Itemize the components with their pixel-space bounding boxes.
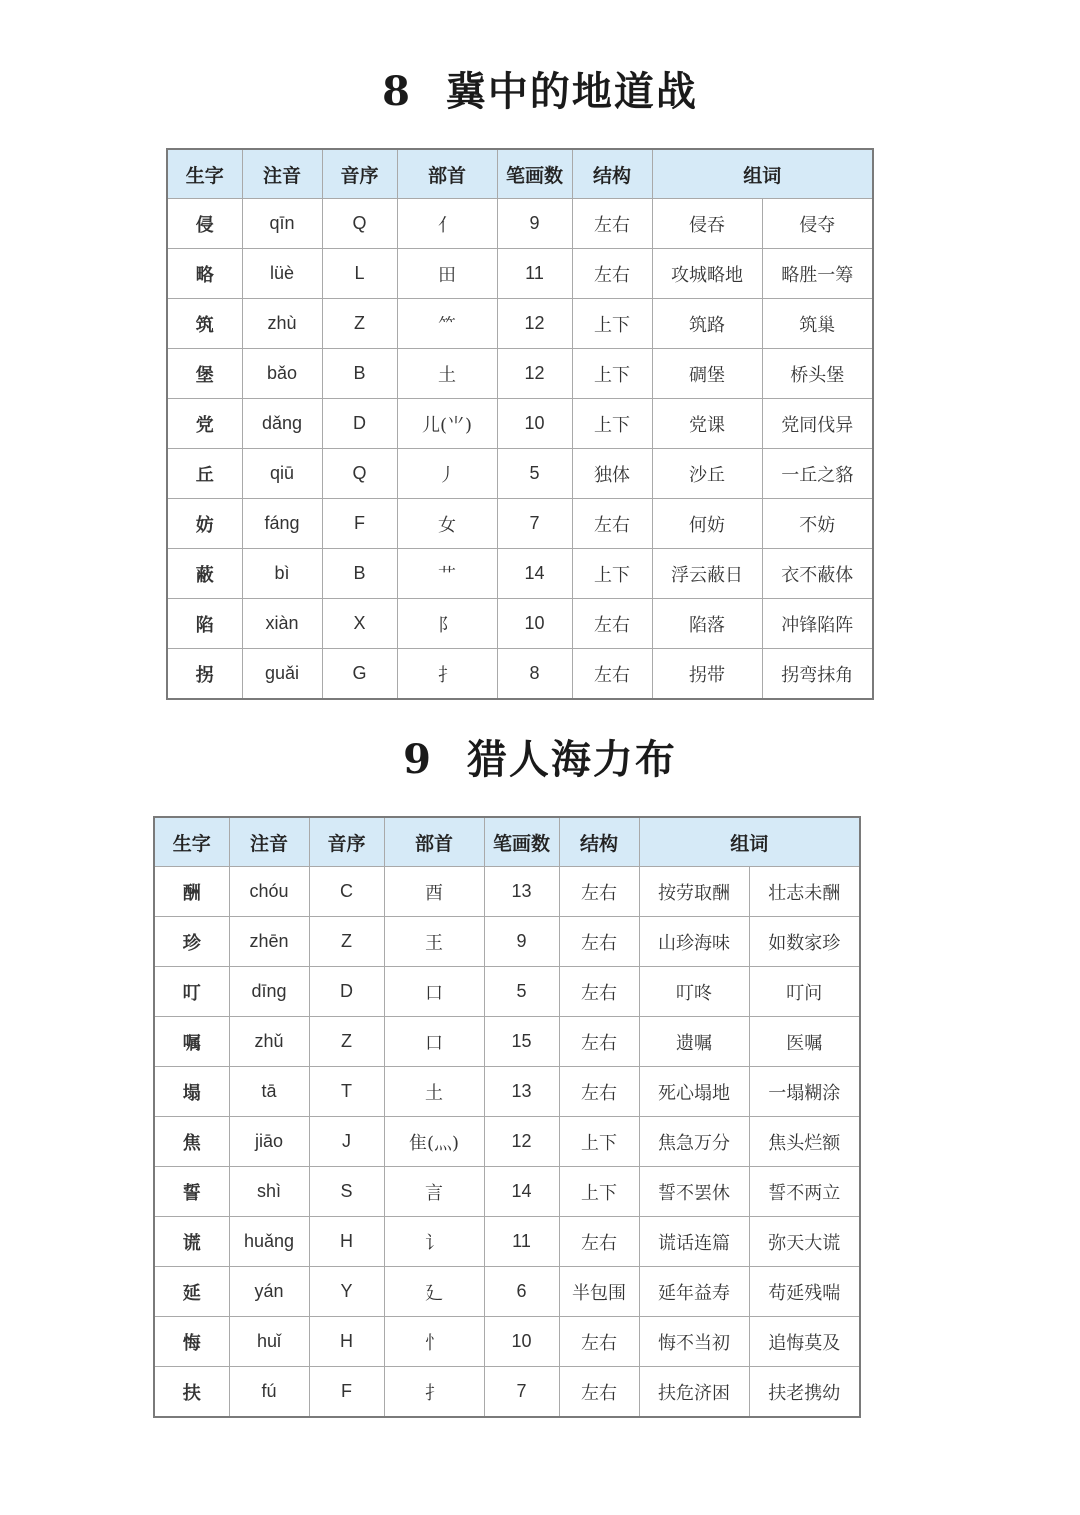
cell-character: 堡	[167, 349, 242, 399]
cell-pinyin: huǐ	[229, 1317, 309, 1367]
cell-structure: 左右	[572, 649, 652, 700]
cell-structure: 左右	[559, 1367, 639, 1418]
cell-character: 塌	[154, 1067, 229, 1117]
cell-strokes: 7	[484, 1367, 559, 1418]
cell-pinyin: yán	[229, 1267, 309, 1317]
header-pinyin: 注音	[242, 149, 322, 199]
cell-strokes: 10	[497, 599, 572, 649]
table-row	[154, 1017, 860, 1067]
cell-structure: 半包围	[559, 1267, 639, 1317]
cell-initial: Q	[322, 199, 397, 249]
vocab-table-lesson-8	[166, 148, 874, 700]
cell-structure: 左右	[559, 1067, 639, 1117]
cell-structure: 上下	[572, 349, 652, 399]
table-row	[154, 867, 860, 917]
cell-word: 党课	[652, 399, 762, 449]
cell-character: 筑	[167, 299, 242, 349]
cell-character: 蔽	[167, 549, 242, 599]
table-row	[167, 299, 873, 349]
lesson-name: 猎人海力布	[466, 736, 677, 783]
cell-pinyin: huǎng	[229, 1217, 309, 1267]
cell-radical: 言	[384, 1167, 484, 1217]
cell-character: 扶	[154, 1367, 229, 1418]
cell-pinyin: qīn	[242, 199, 322, 249]
cell-word: 悔不当初	[639, 1317, 749, 1367]
header-initial: 音序	[322, 149, 397, 199]
cell-structure: 上下	[572, 299, 652, 349]
cell-radical: 王	[384, 917, 484, 967]
cell-character: 嘱	[154, 1017, 229, 1067]
cell-word: 扶老携幼	[749, 1367, 860, 1418]
cell-character: 略	[167, 249, 242, 299]
cell-character: 悔	[154, 1317, 229, 1367]
cell-initial: H	[309, 1217, 384, 1267]
cell-strokes: 11	[497, 249, 572, 299]
cell-word: 侵夺	[762, 199, 873, 249]
table-row	[154, 1267, 860, 1317]
cell-word: 遗嘱	[639, 1017, 749, 1067]
cell-initial: S	[309, 1167, 384, 1217]
cell-character: 拐	[167, 649, 242, 700]
cell-structure: 上下	[572, 399, 652, 449]
cell-strokes: 6	[484, 1267, 559, 1317]
cell-pinyin: zhēn	[229, 917, 309, 967]
table-row	[154, 1217, 860, 1267]
cell-character: 叮	[154, 967, 229, 1017]
cell-pinyin: guǎi	[242, 649, 322, 700]
cell-radical: 口	[384, 1017, 484, 1067]
cell-initial: L	[322, 249, 397, 299]
cell-pinyin: xiàn	[242, 599, 322, 649]
cell-initial: F	[309, 1367, 384, 1418]
header-row	[167, 149, 873, 199]
cell-radical: 亻	[397, 199, 497, 249]
cell-word: 党同伐异	[762, 399, 873, 449]
cell-pinyin: zhù	[242, 299, 322, 349]
cell-word: 誓不两立	[749, 1167, 860, 1217]
cell-radical: 田	[397, 249, 497, 299]
cell-pinyin: fáng	[242, 499, 322, 549]
lesson-number: 8	[382, 68, 412, 115]
table-header	[167, 149, 873, 199]
table-row	[167, 249, 873, 299]
cell-structure: 左右	[572, 249, 652, 299]
cell-character: 焦	[154, 1117, 229, 1167]
cell-character: 党	[167, 399, 242, 449]
cell-word: 碉堡	[652, 349, 762, 399]
cell-radical: 土	[397, 349, 497, 399]
cell-word: 一塌糊涂	[749, 1067, 860, 1117]
cell-strokes: 14	[484, 1167, 559, 1217]
cell-radical: 土	[384, 1067, 484, 1117]
cell-word: 谎话连篇	[639, 1217, 749, 1267]
cell-strokes: 7	[497, 499, 572, 549]
cell-character: 酬	[154, 867, 229, 917]
cell-word: 侵吞	[652, 199, 762, 249]
cell-word: 追悔莫及	[749, 1317, 860, 1367]
cell-initial: X	[322, 599, 397, 649]
cell-pinyin: bǎo	[242, 349, 322, 399]
table-row	[167, 599, 873, 649]
cell-word: 医嘱	[749, 1017, 860, 1067]
cell-radical: 讠	[384, 1217, 484, 1267]
cell-word: 按劳取酬	[639, 867, 749, 917]
header-initial: 音序	[309, 817, 384, 867]
cell-radical: 隹(灬)	[384, 1117, 484, 1167]
cell-strokes: 13	[484, 867, 559, 917]
cell-initial: C	[309, 867, 384, 917]
cell-radical: 阝	[397, 599, 497, 649]
cell-initial: G	[322, 649, 397, 700]
header-radical: 部首	[384, 817, 484, 867]
cell-word: 陷落	[652, 599, 762, 649]
cell-initial: Q	[322, 449, 397, 499]
cell-structure: 左右	[559, 867, 639, 917]
cell-pinyin: jiāo	[229, 1117, 309, 1167]
header-radical: 部首	[397, 149, 497, 199]
cell-word: 誓不罢休	[639, 1167, 749, 1217]
cell-pinyin: qiū	[242, 449, 322, 499]
cell-radical: 扌	[397, 649, 497, 700]
header-words: 组词	[639, 817, 860, 867]
cell-word: 略胜一筹	[762, 249, 873, 299]
cell-word: 如数家珍	[749, 917, 860, 967]
cell-strokes: 10	[497, 399, 572, 449]
cell-initial: B	[322, 349, 397, 399]
cell-structure: 上下	[572, 549, 652, 599]
table-row	[167, 199, 873, 249]
table-row	[154, 1067, 860, 1117]
cell-character: 丘	[167, 449, 242, 499]
vocab-table-lesson-9	[153, 816, 861, 1418]
cell-structure: 左右	[572, 499, 652, 549]
table-row	[167, 399, 873, 449]
cell-radical: 艹	[397, 549, 497, 599]
cell-word: 拐弯抹角	[762, 649, 873, 700]
cell-word: 筑路	[652, 299, 762, 349]
cell-strokes: 12	[497, 299, 572, 349]
cell-initial: H	[309, 1317, 384, 1367]
cell-word: 沙丘	[652, 449, 762, 499]
cell-strokes: 15	[484, 1017, 559, 1067]
cell-radical: 忄	[384, 1317, 484, 1367]
cell-structure: 左右	[559, 1317, 639, 1367]
header-words: 组词	[652, 149, 873, 199]
cell-pinyin: dǎng	[242, 399, 322, 449]
cell-pinyin: zhǔ	[229, 1017, 309, 1067]
header-character: 生字	[154, 817, 229, 867]
cell-word: 苟延残喘	[749, 1267, 860, 1317]
table-row	[154, 1117, 860, 1167]
cell-structure: 上下	[559, 1167, 639, 1217]
table-row	[167, 449, 873, 499]
cell-radical: 丿	[397, 449, 497, 499]
lesson-title	[0, 728, 1080, 785]
cell-pinyin: chóu	[229, 867, 309, 917]
cell-radical: 儿(⺌)	[397, 399, 497, 449]
cell-word: 死心塌地	[639, 1067, 749, 1117]
cell-strokes: 9	[497, 199, 572, 249]
cell-strokes: 13	[484, 1067, 559, 1117]
cell-pinyin: bì	[242, 549, 322, 599]
cell-word: 弥天大谎	[749, 1217, 860, 1267]
cell-character: 侵	[167, 199, 242, 249]
cell-strokes: 9	[484, 917, 559, 967]
cell-initial: Z	[309, 917, 384, 967]
cell-structure: 左右	[572, 199, 652, 249]
cell-word: 拐带	[652, 649, 762, 700]
cell-word: 何妨	[652, 499, 762, 549]
cell-character: 誓	[154, 1167, 229, 1217]
cell-radical: 酉	[384, 867, 484, 917]
cell-initial: D	[309, 967, 384, 1017]
cell-word: 山珍海味	[639, 917, 749, 967]
cell-strokes: 8	[497, 649, 572, 700]
cell-structure: 左右	[559, 967, 639, 1017]
cell-structure: 左右	[572, 599, 652, 649]
cell-word: 筑巢	[762, 299, 873, 349]
header-strokes: 笔画数	[484, 817, 559, 867]
cell-structure: 左右	[559, 1217, 639, 1267]
table-row	[154, 1167, 860, 1217]
cell-radical: 扌	[384, 1367, 484, 1418]
lesson-name: 冀中的地道战	[445, 68, 698, 115]
table-row	[167, 549, 873, 599]
header-structure: 结构	[572, 149, 652, 199]
header-strokes: 笔画数	[497, 149, 572, 199]
cell-word: 叮咚	[639, 967, 749, 1017]
table-row	[154, 1317, 860, 1367]
cell-pinyin: dīng	[229, 967, 309, 1017]
cell-character: 谎	[154, 1217, 229, 1267]
cell-strokes: 5	[497, 449, 572, 499]
cell-word: 焦急万分	[639, 1117, 749, 1167]
cell-initial: D	[322, 399, 397, 449]
cell-word: 焦头烂额	[749, 1117, 860, 1167]
cell-radical: ⺮	[397, 299, 497, 349]
cell-strokes: 10	[484, 1317, 559, 1367]
table-header	[154, 817, 860, 867]
table-row	[154, 967, 860, 1017]
header-row	[154, 817, 860, 867]
cell-structure: 独体	[572, 449, 652, 499]
cell-structure: 上下	[559, 1117, 639, 1167]
header-pinyin: 注音	[229, 817, 309, 867]
cell-character: 陷	[167, 599, 242, 649]
cell-character: 珍	[154, 917, 229, 967]
cell-strokes: 12	[497, 349, 572, 399]
cell-radical: 廴	[384, 1267, 484, 1317]
table-row	[154, 917, 860, 967]
cell-word: 冲锋陷阵	[762, 599, 873, 649]
cell-word: 衣不蔽体	[762, 549, 873, 599]
cell-word: 不妨	[762, 499, 873, 549]
cell-initial: Z	[309, 1017, 384, 1067]
cell-structure: 左右	[559, 1017, 639, 1067]
cell-word: 延年益寿	[639, 1267, 749, 1317]
cell-character: 妨	[167, 499, 242, 549]
cell-strokes: 11	[484, 1217, 559, 1267]
cell-initial: T	[309, 1067, 384, 1117]
cell-pinyin: lüè	[242, 249, 322, 299]
cell-initial: J	[309, 1117, 384, 1167]
cell-radical: 女	[397, 499, 497, 549]
cell-strokes: 12	[484, 1117, 559, 1167]
cell-initial: B	[322, 549, 397, 599]
cell-initial: Y	[309, 1267, 384, 1317]
lesson-title	[0, 60, 1080, 117]
cell-structure: 左右	[559, 917, 639, 967]
table-body	[154, 867, 860, 1418]
header-structure: 结构	[559, 817, 639, 867]
cell-character: 延	[154, 1267, 229, 1317]
cell-word: 一丘之貉	[762, 449, 873, 499]
table-row	[167, 499, 873, 549]
table-row	[167, 649, 873, 700]
table-body	[167, 199, 873, 700]
cell-word: 浮云蔽日	[652, 549, 762, 599]
cell-initial: F	[322, 499, 397, 549]
cell-word: 扶危济困	[639, 1367, 749, 1418]
cell-pinyin: shì	[229, 1167, 309, 1217]
lesson-number: 9	[403, 736, 433, 783]
cell-radical: 口	[384, 967, 484, 1017]
cell-word: 攻城略地	[652, 249, 762, 299]
table-row	[154, 1367, 860, 1418]
header-character: 生字	[167, 149, 242, 199]
cell-initial: Z	[322, 299, 397, 349]
cell-word: 壮志未酬	[749, 867, 860, 917]
cell-strokes: 5	[484, 967, 559, 1017]
cell-word: 叮问	[749, 967, 860, 1017]
table-row	[167, 349, 873, 399]
cell-word: 桥头堡	[762, 349, 873, 399]
cell-pinyin: fú	[229, 1367, 309, 1418]
cell-strokes: 14	[497, 549, 572, 599]
cell-pinyin: tā	[229, 1067, 309, 1117]
